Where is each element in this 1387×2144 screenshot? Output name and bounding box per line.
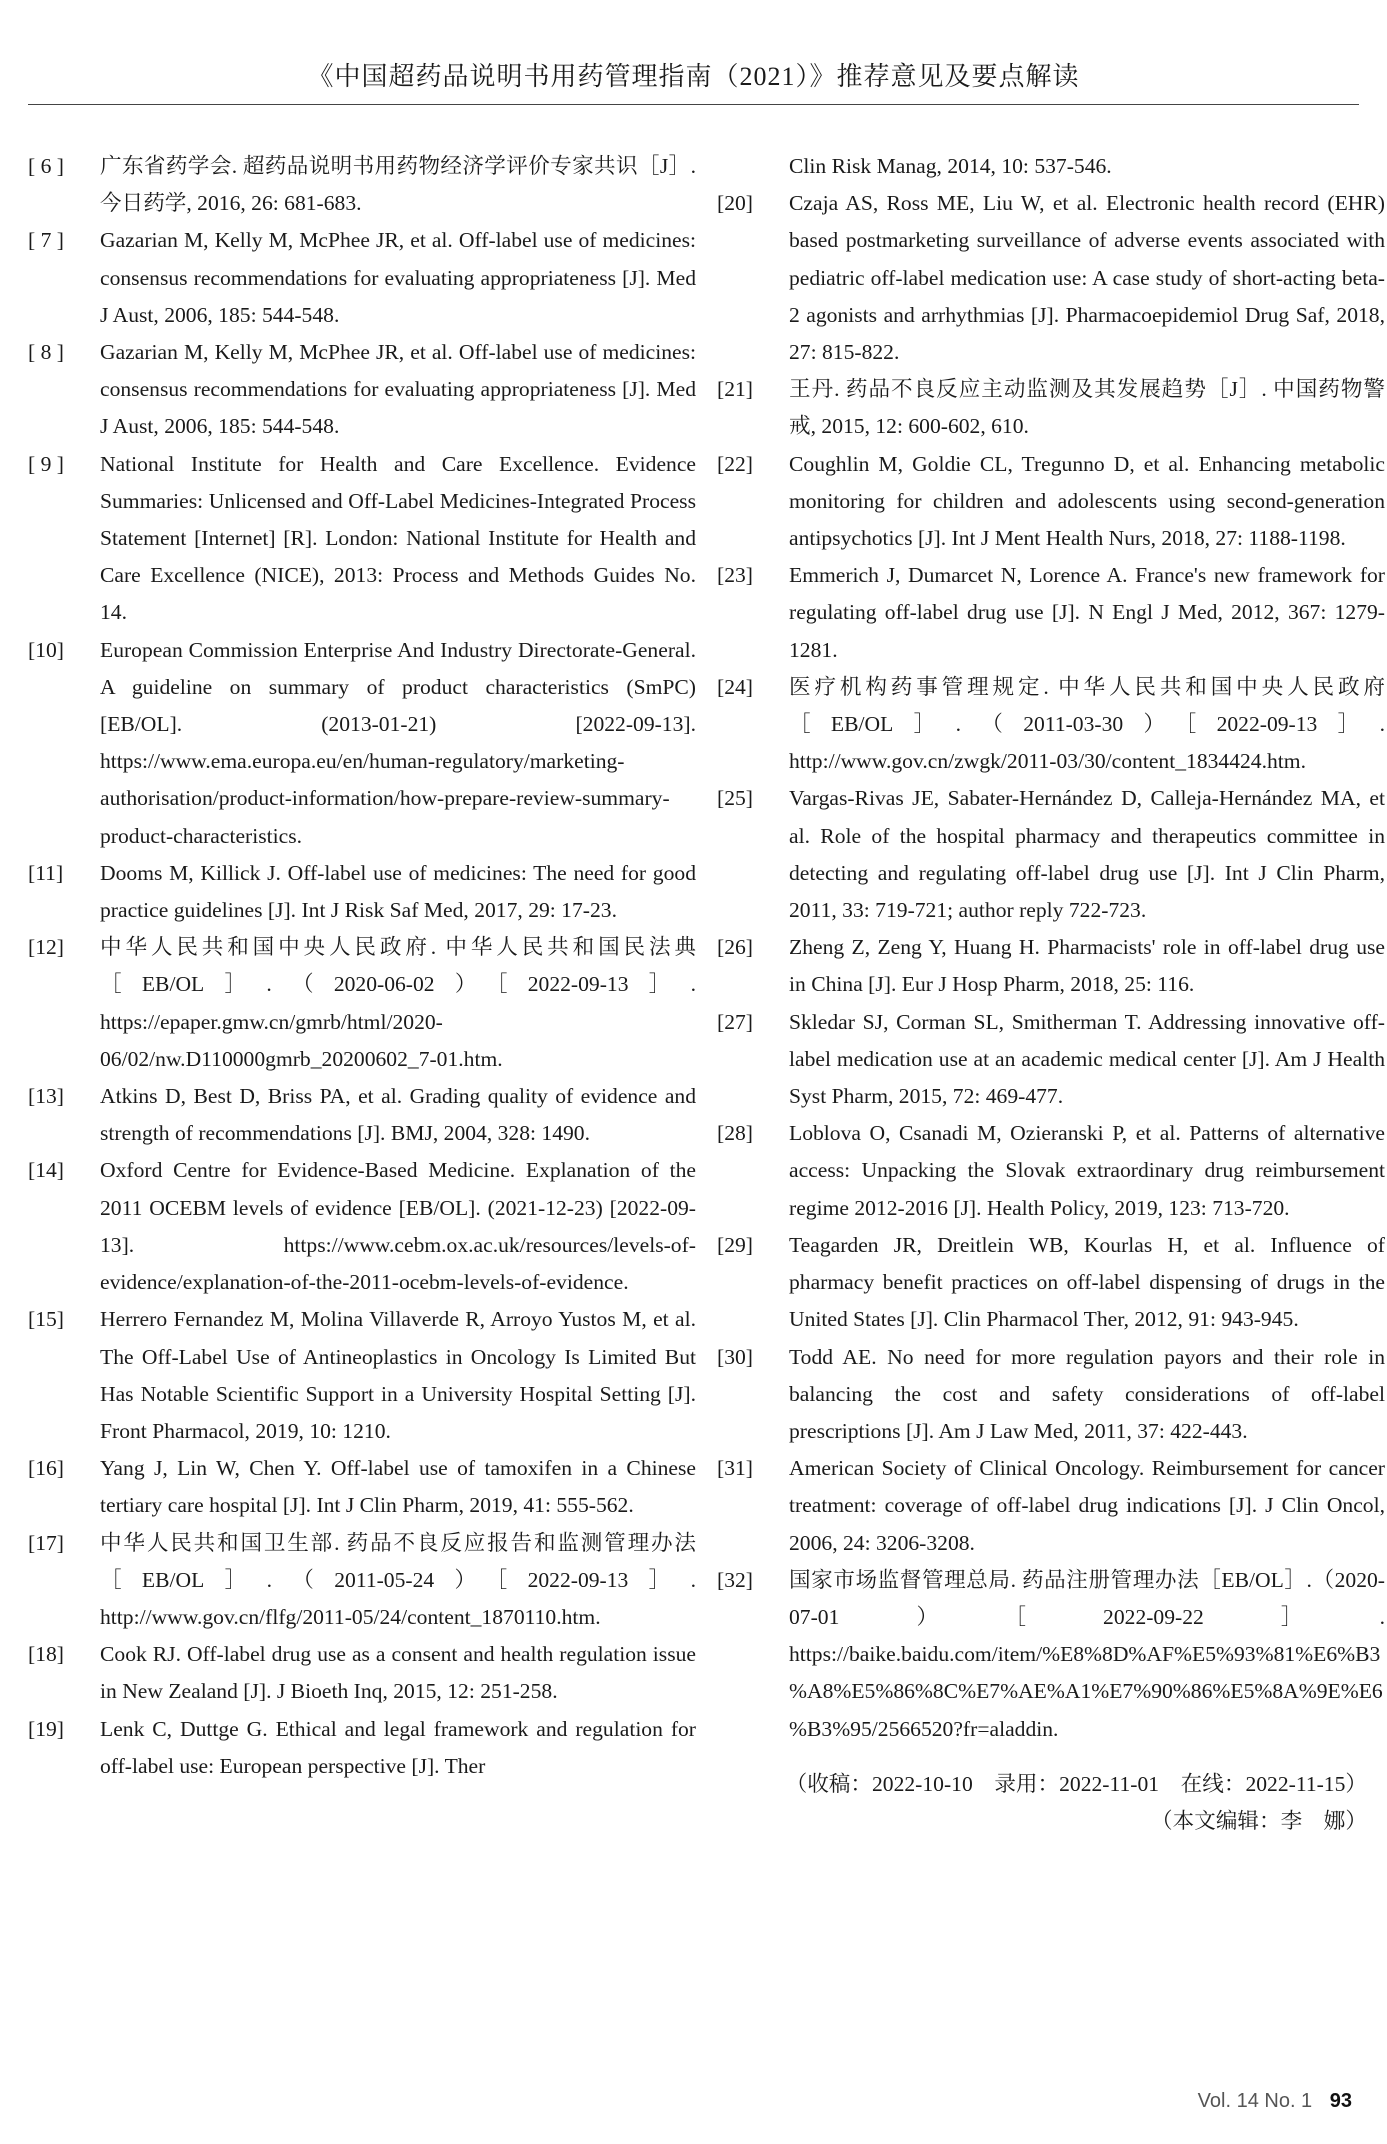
reference-number: [10]: [28, 637, 64, 662]
volume-issue: Vol. 14 No. 1: [1197, 2090, 1313, 2112]
header-rule: [28, 104, 1359, 105]
reference-item: [28, 855, 696, 929]
references-left-column: [28, 148, 696, 1785]
reference-text: Emmerich J, Dumarcet N, Lorence A. France's new framework for regulating off-label drug use [J]. N Engl J Med, 2012, 367: 1279-1281.: [789, 563, 1385, 662]
reference-number: [19]: [28, 1716, 64, 1741]
reference-item: [717, 1339, 1385, 1451]
reference-text: Oxford Centre for Evidence-Based Medicine. Explanation of the 2011 OCEBM levels of evidence [EB/OL]. (2021-12-23) [2022-09-13]. https://www.cebm.ox.ac.uk/resources/levels-of-evidence/explanation-of-the-2011-ocebm-levels-of-evidence.: [100, 1158, 696, 1295]
reference-item: [28, 1301, 696, 1450]
reference-item: [717, 1004, 1385, 1116]
reference-text: National Institute for Health and Care Excellence. Evidence Summaries: Unlicensed and Off-Label Medicines-Integrated Process Statement [Internet] [R]. London: National Institute for Health and Care Excellence (NICE), 2013: Process and Methods Guides No. 14.: [100, 451, 696, 625]
reference-19-continuation: Clin Risk Manag, 2014, 10: 537-546.: [789, 154, 1112, 178]
reference-text: 国家市场监督管理总局. 药品注册管理办法［EB/OL］.（2020-07-01）［2022-09-22］. https://baike.baidu.com/item/%E8%8D%AF%E5%93%81%E6%B3%A8%E5%86%8C%E7%AE%A1%E7%90%86%E5%8A%9E%E6%B3%95/2566520?fr=aladdin.: [789, 1567, 1385, 1741]
reference-item: [28, 1636, 696, 1710]
reference-text: Todd AE. No need for more regulation payors and their role in balancing the cost and safety considerations of off-label prescriptions [J]. Am J Law Med, 2011, 37: 422-443.: [789, 1344, 1385, 1443]
reference-text: Atkins D, Best D, Briss PA, et al. Grading quality of evidence and strength of recommendations [J]. BMJ, 2004, 328: 1490.: [100, 1084, 696, 1146]
reference-text: Vargas-Rivas JE, Sabater-Hernández D, Calleja-Hernández MA, et al. Role of the hospital pharmacy and therapeutics committee in detecting and regulating off-label drug use [J]. Int J Clin Pharm, 2011, 33: 719-721; author reply 722-723.: [789, 786, 1385, 923]
reference-item: [28, 1078, 696, 1152]
reference-number: [27]: [717, 1009, 753, 1034]
page-number: 93: [1329, 2090, 1352, 2112]
reference-number: [31]: [717, 1456, 753, 1481]
reference-number: [30]: [717, 1344, 753, 1369]
reference-text: American Society of Clinical Oncology. Reimbursement for cancer treatment: coverage of off-label drug indications [J]. J Clin Oncol, 2006, 24: 3206-3208.: [789, 1456, 1385, 1555]
running-title: 《中国超药品说明书用药管理指南（2021）》推荐意见及要点解读: [307, 62, 1080, 91]
reference-item: [717, 1450, 1385, 1562]
reference-item: [717, 446, 1385, 558]
reference-text: Coughlin M, Goldie CL, Tregunno D, et al. Enhancing metabolic monitoring for children and adolescents using second-generation antipsychotics [J]. Int J Ment Health Nurs, 2018, 27: 1188-1198.: [789, 451, 1385, 551]
reference-number: [23]: [717, 563, 753, 588]
reference-number: [ 8 ]: [28, 340, 64, 365]
page-header: [0, 56, 1387, 93]
reference-text: Dooms M, Killick J. Off-label use of medicines: The need for good practice guidelines [J]. Int J Risk Saf Med, 2017, 29: 17-23.: [100, 860, 696, 923]
reference-item: [717, 185, 1385, 371]
reference-text: Gazarian M, Kelly M, McPhee JR, et al. Off-label use of medicines: consensus recommendations for evaluating appropriateness [J]. Med J Aust, 2006, 185: 544-548.: [100, 340, 696, 439]
reference-item: [717, 371, 1385, 445]
reference-text: European Commission Enterprise And Industry Directorate-General. A guideline on summary of product characteristics (SmPC) [EB/OL]. (2013-01-21) [2022-09-13]. https://www.ema.europa.eu/en/human-regulatory/marketing-authorisation/product-information/how-prepare-review-summary-product-characteristics.: [100, 637, 696, 848]
reference-number: [20]: [717, 191, 753, 216]
reference-item: [28, 148, 696, 222]
reference-item: [28, 1152, 696, 1301]
reference-item: [717, 1227, 1385, 1339]
reference-number: [13]: [28, 1084, 64, 1109]
reference-item: [28, 334, 696, 446]
reference-item: [717, 1115, 1385, 1227]
page-footer: [1198, 2090, 1352, 2113]
reference-number: [17]: [28, 1530, 64, 1555]
reference-number: [25]: [717, 786, 753, 811]
reference-number: [15]: [28, 1307, 64, 1332]
reference-text: Lenk C, Duttge G. Ethical and legal framework and regulation for off-label use: European perspective [J]. Ther: [100, 1716, 696, 1778]
reference-number: [24]: [717, 674, 753, 699]
references-right-column: [717, 148, 1385, 1840]
reference-item: [28, 632, 696, 855]
reference-item: [28, 1525, 696, 1637]
reference-number: [28]: [717, 1121, 753, 1146]
reference-number: [16]: [28, 1456, 64, 1481]
reference-item: [28, 929, 696, 1078]
reference-number: [32]: [717, 1567, 753, 1592]
reference-text: Loblova O, Csanadi M, Ozieranski P, et al. Patterns of alternative access: Unpacking the Slovak extraordinary drug reimbursement regime 2012-2016 [J]. Health Policy, 2019, 123: 713-720.: [789, 1121, 1385, 1220]
reference-item: [717, 929, 1385, 1003]
reference-text: Herrero Fernandez M, Molina Villaverde R, Arroyo Yustos M, et al. The Off-Label Use of Antineoplastics in Oncology Is Limited But Has Notable Scientific Support in a University Hospital Setting [J]. Front Pharmacol, 2019, 10: 1210.: [100, 1307, 696, 1443]
received-dates: （收稿：2022-10-10 录用：2022-11-01 在线：2022-11-15）: [785, 1771, 1367, 1796]
reference-number: [29]: [717, 1232, 753, 1257]
reference-number: [11]: [28, 860, 64, 885]
reference-number: [22]: [717, 451, 753, 476]
reference-text: 中华人民共和国中央人民政府. 中华人民共和国民法典［EB/OL］.（2020-06-02）［2022-09-13］. https://epaper.gmw.cn/gmrb/html/2020-06/02/nw.D110000gmrb_20200602_7-01.htm.: [100, 935, 696, 1071]
reference-text: Teagarden JR, Dreitlein WB, Kourlas H, et al. Influence of pharmacy benefit practices on off-label dispensing of drugs in the United States [J]. Clin Pharmacol Ther, 2012, 91: 943-945.: [789, 1232, 1385, 1332]
reference-text: Yang J, Lin W, Chen Y. Off-label use of tamoxifen in a Chinese tertiary care hospital [J]. Int J Clin Pharm, 2019, 41: 555-562.: [100, 1456, 696, 1518]
reference-item: [28, 1711, 696, 1785]
reference-text: 广东省药学会. 超药品说明书用药物经济学评价专家共识［J］. 今日药学, 2016, 26: 681-683.: [100, 154, 696, 216]
reference-text: 中华人民共和国卫生部. 药品不良反应报告和监测管理办法［EB/OL］.（2011-05-24）［2022-09-13］. http://www.gov.cn/flfg/2011-05/24/content_1870110.htm.: [100, 1530, 696, 1629]
reference-number: [21]: [717, 377, 753, 402]
reference-item: [717, 780, 1385, 929]
reference-number: [ 7 ]: [28, 228, 64, 253]
reference-text: Gazarian M, Kelly M, McPhee JR, et al. Off-label use of medicines: consensus recommendations for evaluating appropriateness [J]. Med J Aust, 2006, 185: 544-548.: [100, 228, 696, 327]
reference-number: [ 6 ]: [28, 154, 64, 178]
reference-item: [28, 1450, 696, 1524]
reference-text: 医疗机构药事管理规定. 中华人民共和国中央人民政府［EB/OL］.（2011-03-30）［2022-09-13］. http://www.gov.cn/zwgk/2011-03/30/content_1834424.htm.: [789, 674, 1385, 774]
reference-text: Cook RJ. Off-label drug use as a consent and health regulation issue in New Zealand [J]. J Bioeth Inq, 2015, 12: 251-258.: [100, 1642, 696, 1704]
reference-text: Skledar SJ, Corman SL, Smitherman T. Addressing innovative off-label medication use at an academic medical center [J]. Am J Health Syst Pharm, 2015, 72: 469-477.: [789, 1009, 1385, 1109]
reference-number: [26]: [717, 935, 753, 960]
reference-number: [14]: [28, 1158, 64, 1183]
reference-item: [28, 222, 696, 334]
reference-item: [28, 446, 696, 632]
reference-number: [ 9 ]: [28, 451, 64, 476]
reference-item: [717, 669, 1385, 781]
reference-text: Zheng Z, Zeng Y, Huang H. Pharmacists' role in off-label drug use in China [J]. Eur J Hosp Pharm, 2018, 25: 116.: [789, 935, 1385, 997]
reference-text: Czaja AS, Ross ME, Liu W, et al. Electronic health record (EHR) based postmarketing surveillance of adverse events associated with pediatric off-label medication use: A case study of short-acting beta-2 agonists and arrhythmias [J]. Pharmacoepidemiol Drug Saf, 2018, 27: 815-822.: [789, 191, 1385, 365]
editor-note: （本文编辑：李 娜）: [1151, 1808, 1367, 1833]
reference-text: 王丹. 药品不良反应主动监测及其发展趋势［J］. 中国药物警戒, 2015, 12: 600-602, 610.: [789, 377, 1385, 439]
references-right-list: [717, 185, 1385, 1748]
reference-item: [717, 1562, 1385, 1748]
reference-number: [18]: [28, 1642, 64, 1667]
reference-number: [12]: [28, 935, 64, 960]
reference-item: [717, 557, 1385, 669]
